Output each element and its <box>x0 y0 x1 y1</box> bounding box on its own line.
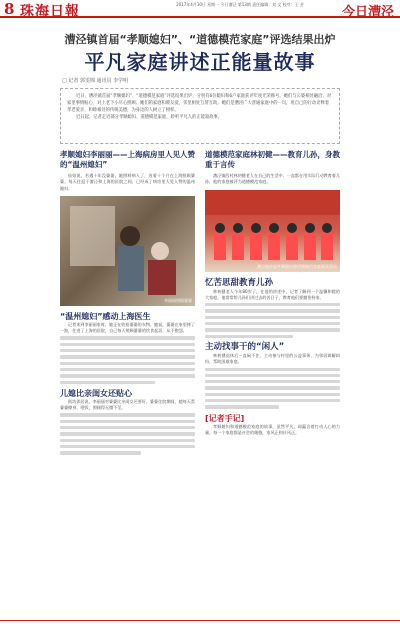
right-text-block-3 <box>205 368 340 409</box>
section-name: 今日漕泾 <box>341 5 394 20</box>
right-paragraph-2: 林初健老人今年80岁了，在他的讲述中，记者了解到一个温馨和睦的大家庭。他常常给儿孙们讲过去的苦日子，教育他们要勤俭持家。 <box>205 288 340 300</box>
right-section-title: 道德模范家庭林初健——教育儿孙，身教重于言传 <box>205 150 340 169</box>
right-paragraph-1: 漕泾镇西村林初健老人在自己的生活中，一直都在用实际行动教育着儿孙，他的家庭被评为道德模范家庭。 <box>205 173 340 185</box>
right-column <box>205 150 340 436</box>
article-byline: □ 记者 郭雯锦 通讯员 李学明 <box>62 78 129 84</box>
left-subtitle-3: 儿媳比亲闺女还贴心 <box>60 388 132 398</box>
issue-meta: 2017年4月10日 星期一 今日漕泾 第13期 责任编辑：刘 文 校对：王 芳 <box>176 2 304 7</box>
right-subtitle-3: 主动找事干的“闲人” <box>205 341 285 352</box>
bottom-rule <box>0 620 400 621</box>
article-kicker: 漕泾镇首届“孝顺媳妇”、“道德模范家庭”评选结果出炉 <box>64 33 336 46</box>
left-paragraph-2: 记者来到李丽丽家时，她正在收拾婆婆的衣物。她说，婆婆在家里摔了一跤，住进了上海的医院，自己每天照顾婆婆的饮食起居，从不抱怨。 <box>60 321 195 334</box>
right-subtitle-2: 忆苦思甜教育儿孙 <box>205 277 274 288</box>
page-number: 8 <box>4 0 15 18</box>
group-photo-scene <box>205 190 340 272</box>
right-photo-caption: 漕泾镇首届孝顺媳妇和道德模范家庭颁奖现场 <box>257 263 337 269</box>
left-paragraph-1: 仙姑说，若遇十年没婆婆，她照料病人了，连着十个月在上海照顾婆婆，每天往返于漕泾和上海的医院之间，已经成了病房里人见人赞的温州媳妇。 <box>60 173 195 191</box>
newspaper-logo: 珠海日報 <box>20 4 80 20</box>
left-column <box>60 150 195 458</box>
left-paragraph-3: 街坊邻居说，李丽丽对婆婆比亲闺女还要好。婆婆住院期间，她每天帮婆婆擦身、喂饭，照顾得无微不至。 <box>60 398 195 411</box>
left-text-block-3 <box>60 413 195 454</box>
right-paragraph-3: 林初健退休后一直闲不住，主动参与村里的公益事务，为邻居调解纠纷，帮助困难家庭。 <box>205 352 340 365</box>
photo-scene <box>60 196 195 306</box>
article-headline: 平凡家庭讲述正能量故事 <box>84 50 316 74</box>
left-photo <box>60 196 195 306</box>
editor-note: 孝顺媳妇和道德模范家庭的故事，虽然平凡，却蕴含着打动人心的力量。每一个家庭都是社会的细胞，家风正则社风正。 <box>205 423 340 435</box>
left-section-title: 孝顺媳妇李丽丽——上海病房里人见人赞的“温州媳妇” <box>60 150 195 169</box>
right-photo <box>205 190 340 272</box>
left-photo-caption: 李丽丽照顾婆婆 <box>164 297 192 303</box>
lead-paragraph-2: 近日起，记者走近部分孝顺媳妇、道德模范家庭，聆听平凡人的正能量故事。 <box>76 115 223 120</box>
lead-box <box>60 88 340 144</box>
masthead <box>0 0 400 18</box>
editor-note-title: [记者手记] <box>205 413 245 423</box>
right-text-block-2 <box>205 303 340 338</box>
lead-paragraph-1: 近日，漕泾镇首届“孝顺媳妇”、“道德模范家庭”评选结果出炉，分别有6位媳妇和6户家庭获评年度光荣称号。她们与公婆相处融洽，对家里事情贴心，对上老下小尽心照顾；她们的家庭和睦友爱，邻里相处互帮互助。她们是漕泾广大普通家庭中的一员，用自己的行动诠释着孝老爱亲、和睦相处的传统美德，为身边的人树立了榜样。 <box>67 94 331 113</box>
left-subtitle-2: “温州媳妇”感动上海医生 <box>60 311 151 321</box>
left-text-block-2 <box>60 336 195 383</box>
